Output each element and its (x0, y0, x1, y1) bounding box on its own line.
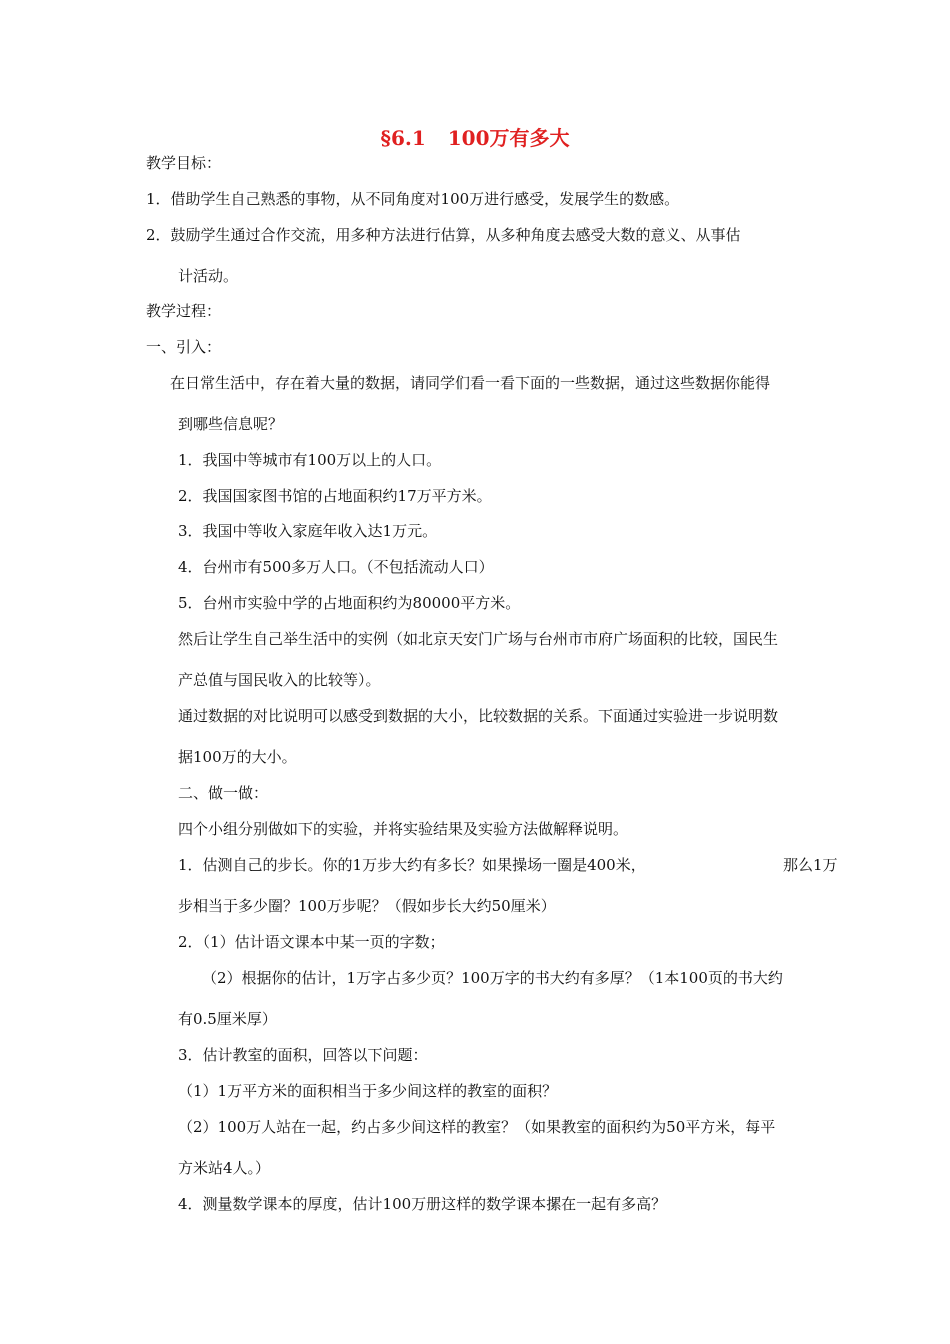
intro-paragraph-line-1: 在日常生活中，存在着大量的数据，请同学们看一看下面的一些数据，通过这些数据你能得 (170, 374, 771, 392)
question-2-line-3: 有0.5厘米厚） (178, 1010, 277, 1028)
fact-item: 2．我国国家图书馆的占地面积约17万平方米。 (178, 487, 492, 505)
fact-item: 4．台州市有500多万人口。（不包括流动人口） (178, 558, 494, 576)
section-number: §6.1 (380, 126, 426, 150)
goal-item-2-line-1: 2．鼓励学生通过合作交流，用多种方法进行估算，从多种角度去感受大数的意义、从事估 (146, 226, 741, 244)
question-3-line-2: （1）1万平方米的面积相当于多少间这样的教室的面积？ (178, 1082, 558, 1100)
intro-paragraph-line-2: 到哪些信息呢？ (178, 415, 284, 433)
fact-item: 3．我国中等收入家庭年收入达1万元。 (178, 522, 438, 540)
goals-heading: 教学目标： (146, 154, 222, 172)
process-heading: 教学过程： (146, 302, 222, 320)
example-line-2: 产总值与国民收入的比较等）。 (178, 671, 381, 689)
title-text: 100万有多大 (447, 126, 570, 150)
goal-item-1: 1．借助学生自己熟悉的事物，从不同角度对100万进行感受，发展学生的数感。 (146, 190, 680, 208)
compare-line-1: 通过数据的对比说明可以感受到数据的大小，比较数据的关系。下面通过实验进一步说明数 (178, 707, 779, 725)
question-1-line-1: 1．估测自己的步长。你的1万步大约有多长？如果操场一圈是400米， (178, 856, 646, 874)
question-3-line-4: 方米站4人。） (178, 1159, 271, 1177)
question-4-line-1: 4．测量数学课本的厚度，估计100万册这样的数学课本摞在一起有多高？ (178, 1195, 667, 1213)
question-1-line-2: 步相当于多少圈？100万步呢？（假如步长大约50厘米） (178, 897, 556, 915)
question-2-line-2: （2）根据你的估计，1万字占多少页？100万字的书大约有多厚？（1本100页的书大约 (202, 969, 783, 987)
example-line-1: 然后让学生自己举生活中的实例（如北京天安门广场与台州市市府广场面积的比较，国民生 (178, 630, 779, 648)
question-1-line-1-end: 那么1万 (783, 856, 838, 874)
goal-item-2-line-2: 计活动。 (178, 267, 239, 285)
activity-heading: 二、做一做： (178, 784, 269, 802)
question-2-line-1: 2．（1）估计语文课本中某一页的字数； (178, 933, 445, 951)
intro-heading: 一、引入： (146, 338, 222, 356)
question-3-line-3: （2）100万人站在一起，约占多少间这样的教室？（如果教室的面积约为50平方米，每平 (178, 1118, 776, 1136)
question-3-line-1: 3．估计教室的面积，回答以下问题： (178, 1046, 428, 1064)
page-title (0, 124, 950, 152)
fact-item: 5．台州市实验中学的占地面积约为80000平方米。 (178, 594, 521, 612)
compare-line-2: 据100万的大小。 (178, 748, 297, 766)
activity-intro: 四个小组分别做如下的实验，并将实验结果及实验方法做解释说明。 (178, 820, 629, 838)
fact-item: 1．我国中等城市有100万以上的人口。 (178, 451, 442, 469)
